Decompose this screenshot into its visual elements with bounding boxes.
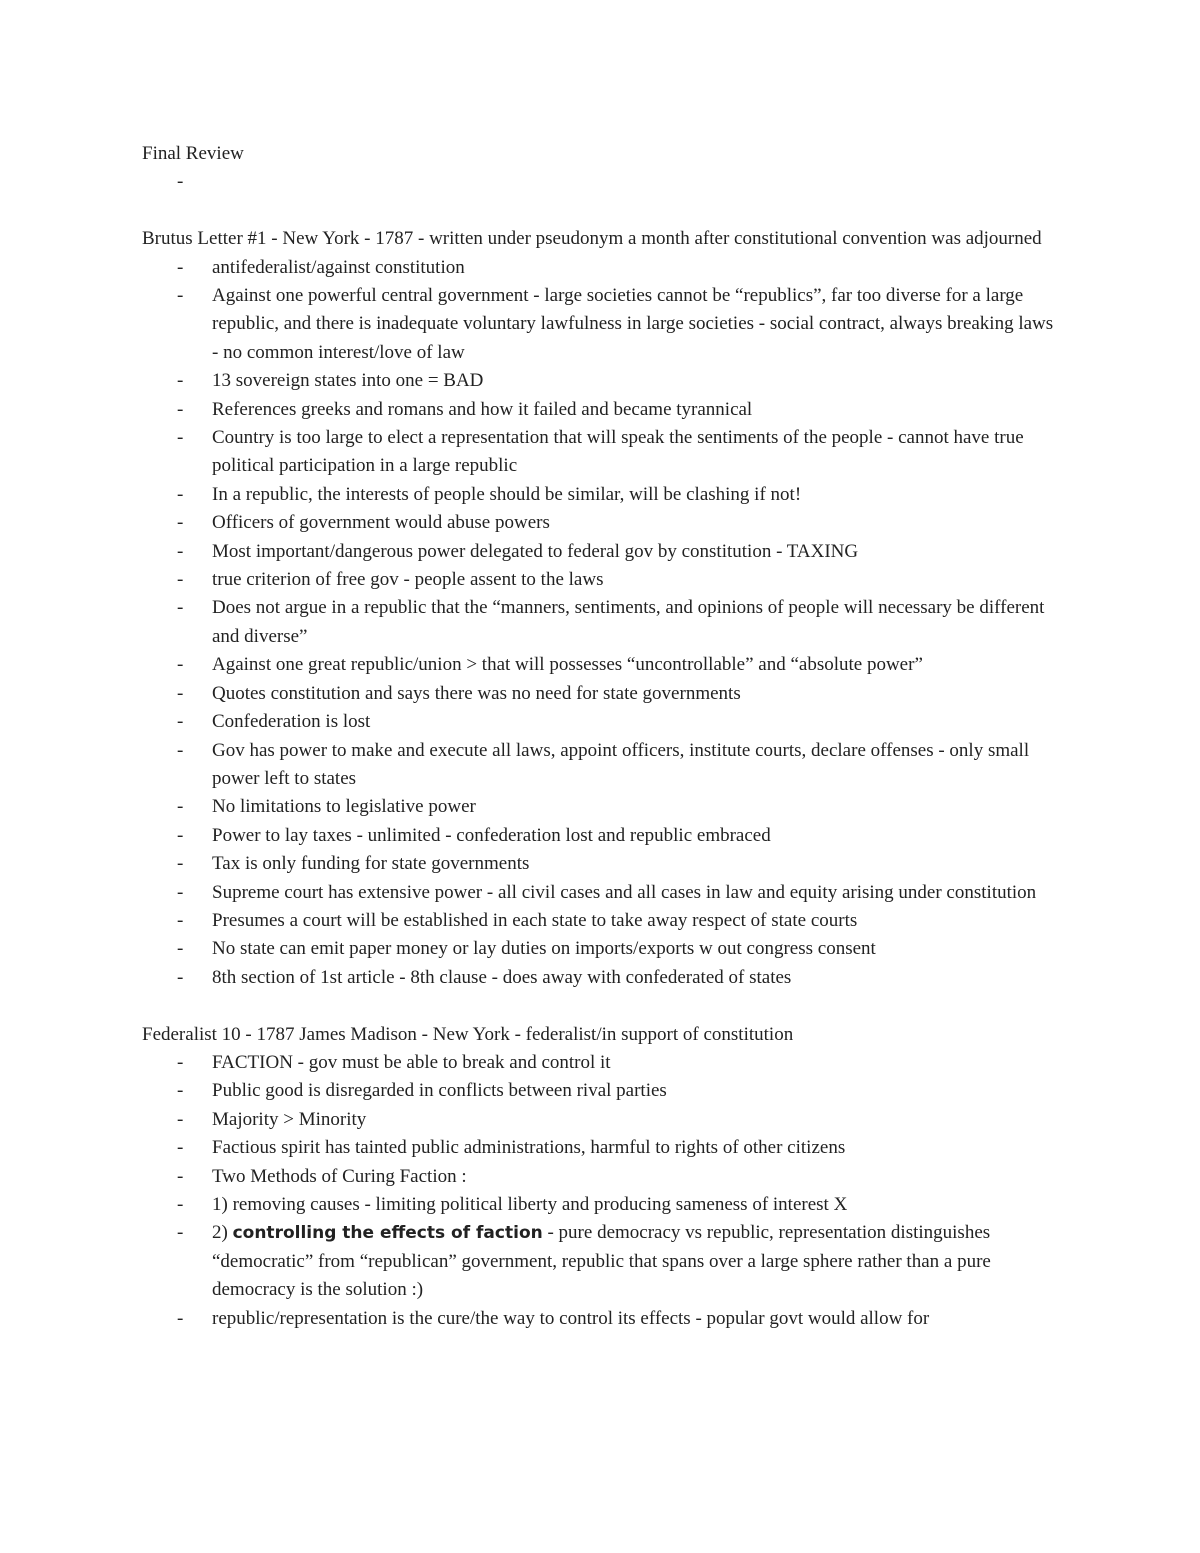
list-item	[177, 651, 1062, 679]
dash-bullet: -	[177, 1051, 184, 1073]
dash-bullet: -	[177, 1307, 184, 1329]
list-item	[177, 964, 1062, 992]
intro-list	[142, 168, 1062, 196]
section-heading-brutus: Brutus Letter #1 - New York - 1787 - written under pseudonym a month after constitutional convention was adjourned	[142, 228, 1042, 250]
dash-bullet: -	[177, 938, 184, 960]
dash-bullet: -	[177, 881, 184, 903]
list-item-text: No limitations to legislative power	[212, 796, 476, 818]
list-item-text: Public good is disregarded in conflicts between rival parties	[212, 1080, 667, 1102]
list-item-text: Does not argue in a republic that the “manners, sentiments, and opinions of people will necessary be different and diverse”	[212, 597, 1045, 647]
dash-bullet: -	[177, 370, 184, 392]
list-item-text: 8th section of 1st article - 8th clause - does away with confederated of states	[212, 966, 792, 988]
document-page	[142, 140, 1062, 1333]
spacer	[142, 197, 1062, 225]
list-item	[177, 594, 1062, 651]
list-item-text: Presumes a court will be established in each state to take away respect of state courts	[212, 909, 858, 931]
list-item-text: Country is too large to elect a representation that will speak the sentiments of the people - cannot have true political participation in a large republic	[212, 427, 1024, 477]
list-item-text: Gov has power to make and execute all laws, appoint officers, institute courts, declare offenses - only small power left to states	[212, 739, 1030, 789]
list-item-text: Against one great republic/union > that will possesses “uncontrollable” and “absolute power”	[212, 654, 923, 676]
list-item	[177, 935, 1062, 963]
list-item	[177, 1191, 1062, 1219]
list-item	[177, 254, 1062, 282]
list-item-text: Confederation is lost	[212, 711, 371, 733]
dash-bullet: -	[177, 853, 184, 875]
list-item-text: In a republic, the interests of people should be similar, will be clashing if not!	[212, 483, 802, 505]
dash-bullet: -	[177, 739, 184, 761]
list-item	[177, 168, 1062, 196]
dash-bullet: -	[177, 483, 184, 505]
list-item-text: Officers of government would abuse powers	[212, 512, 550, 534]
dash-bullet: -	[177, 682, 184, 704]
federalist-list	[142, 1049, 1062, 1333]
list-item-text: References greeks and romans and how it failed and became tyrannical	[212, 398, 753, 420]
dash-bullet: -	[177, 654, 184, 676]
dash-bullet: -	[177, 569, 184, 591]
list-item	[177, 680, 1062, 708]
dash-bullet: -	[177, 796, 184, 818]
list-item-text: FACTION - gov must be able to break and control it	[212, 1051, 611, 1073]
spacer	[142, 992, 1062, 1020]
list-item	[177, 1163, 1062, 1191]
dash-bullet: -	[177, 540, 184, 562]
list-item	[177, 538, 1062, 566]
list-item	[177, 566, 1062, 594]
list-item	[177, 708, 1062, 736]
list-item	[177, 879, 1062, 907]
dash-bullet: -	[177, 1165, 184, 1187]
list-item-text: 13 sovereign states into one = BAD	[212, 370, 484, 392]
brutus-list	[142, 254, 1062, 993]
bold-phrase: controlling the effects of faction	[232, 1223, 543, 1244]
list-item	[177, 282, 1062, 367]
list-item-text: Supreme court has extensive power - all civil cases and all cases in law and equity arising under constitution	[212, 881, 1037, 903]
list-item-prefix: 2)	[212, 1222, 233, 1244]
dash-bullet: -	[177, 1222, 184, 1244]
section-heading-federalist-10: Federalist 10 - 1787 James Madison - New York - federalist/in support of constitution	[142, 1023, 794, 1045]
dash-bullet: -	[177, 285, 184, 307]
list-item	[177, 1077, 1062, 1105]
dash-bullet: -	[177, 398, 184, 420]
list-item-text: - pure democracy vs republic, representation distinguishes “democratic” from “republican” government, republic that spans over a large sphere rather than a pure democracy is the solution :)	[212, 1222, 991, 1301]
list-item	[177, 737, 1062, 794]
dash-bullet: -	[177, 171, 184, 193]
list-item	[177, 822, 1062, 850]
dash-bullet: -	[177, 824, 184, 846]
list-item-text: Quotes constitution and says there was no need for state governments	[212, 682, 741, 704]
list-item-text: Majority > Minority	[212, 1108, 367, 1130]
dash-bullet: -	[177, 966, 184, 988]
list-item-text: Factious spirit has tainted public administrations, harmful to rights of other citizens	[212, 1137, 846, 1159]
list-item-text: Power to lay taxes - unlimited - confederation lost and republic embraced	[212, 824, 771, 846]
dash-bullet: -	[177, 1080, 184, 1102]
dash-bullet: -	[177, 597, 184, 619]
list-item-text: antifederalist/against constitution	[212, 256, 465, 278]
dash-bullet: -	[177, 1194, 184, 1215]
dash-bullet: -	[177, 1108, 184, 1130]
list-item-text: 1) removing causes - limiting political liberty and producing sameness of interest X	[212, 1194, 848, 1215]
list-item	[177, 509, 1062, 537]
list-item-text: Two Methods of Curing Faction :	[212, 1165, 467, 1187]
list-item-text: republic/representation is the cure/the way to control its effects - popular govt would allow for	[212, 1307, 930, 1329]
dash-bullet: -	[177, 512, 184, 534]
dash-bullet: -	[177, 711, 184, 733]
list-item	[177, 396, 1062, 424]
list-item-text: No state can emit paper money or lay duties on imports/exports w out congress consent	[212, 938, 876, 960]
list-item	[177, 481, 1062, 509]
list-item	[177, 1134, 1062, 1162]
list-item-text: true criterion of free gov - people assent to the laws	[212, 569, 604, 591]
list-item	[177, 1049, 1062, 1077]
list-item-text: Tax is only funding for state governments	[212, 853, 530, 875]
list-item	[177, 850, 1062, 878]
list-item-text: Against one powerful central government - large societies cannot be “republics”, far too diverse for a large republic, and there is inadequate voluntary lawfulness in large societies - social contract, always breaking laws - no common interest/love of law	[212, 285, 1054, 363]
dash-bullet: -	[177, 1137, 184, 1159]
list-item	[177, 424, 1062, 481]
dash-bullet: -	[177, 256, 184, 278]
dash-bullet: -	[177, 909, 184, 931]
document-title: Final Review	[142, 143, 244, 164]
list-item	[177, 1106, 1062, 1134]
list-item	[177, 367, 1062, 395]
list-item	[177, 1305, 1062, 1333]
list-item-text: Most important/dangerous power delegated to federal gov by constitution - TAXING	[212, 540, 859, 562]
list-item	[177, 1219, 1062, 1304]
list-item	[177, 907, 1062, 935]
list-item	[177, 793, 1062, 821]
dash-bullet: -	[177, 427, 184, 449]
